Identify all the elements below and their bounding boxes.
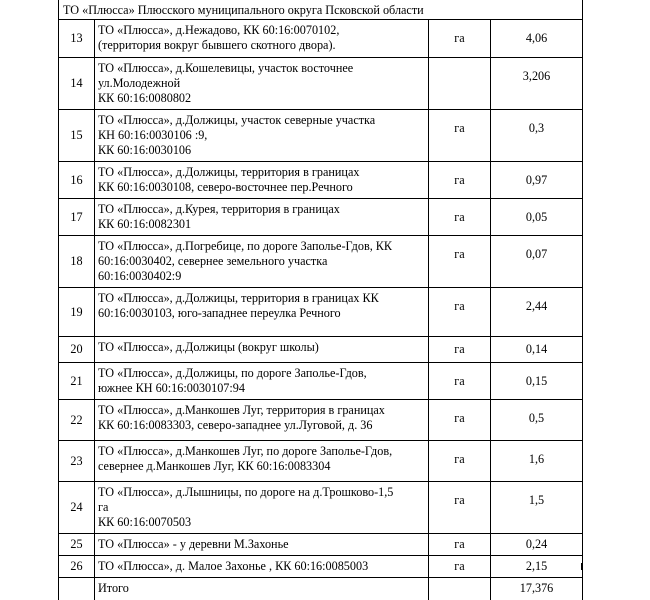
row-value: 0,97 — [491, 162, 583, 199]
row-unit: га — [429, 337, 491, 363]
total-num — [59, 578, 95, 600]
row-number: 21 — [59, 363, 95, 400]
row-description: ТО «Плюсса», д.Погребице, по дороге Заполье-Гдов, КК 60:16:0030402, севернее земельного участка 60:16:0030402:9 — [95, 236, 429, 288]
table-continuation — [58, 563, 582, 570]
table-row — [59, 400, 583, 441]
land-plots-table-wrap — [58, 0, 582, 600]
row-description: ТО «Плюсса», д.Должицы, участок северные участка КН 60:16:0030106 :9, КК 60:16:0030106 — [95, 110, 429, 162]
total-unit — [429, 578, 491, 600]
row-unit: га — [429, 110, 491, 162]
row-value: 1,5 — [491, 482, 583, 534]
table-row — [59, 199, 583, 236]
row-value: 2,15 — [491, 556, 583, 578]
row-value: 0,24 — [491, 534, 583, 556]
row-description: ТО «Плюсса», д.Должицы, по дороге Заполье-Гдов, южнее КН 60:16:0030107:94 — [95, 363, 429, 400]
row-unit: га — [429, 236, 491, 288]
table-row — [59, 162, 583, 199]
row-value: 1,6 — [491, 441, 583, 482]
section-header-row — [59, 0, 583, 20]
table-row — [59, 441, 583, 482]
row-value: 0,07 — [491, 236, 583, 288]
row-unit: га — [429, 363, 491, 400]
row-value: 4,06 — [491, 20, 583, 58]
table-row — [59, 110, 583, 162]
row-description: ТО «Плюсса», д.Лышницы, по дороге на д.Трошково-1,5 га КК 60:16:0070503 — [95, 482, 429, 534]
row-value: 0,05 — [491, 199, 583, 236]
row-description: ТО «Плюсса», д.Курея, территория в границах КК 60:16:0082301 — [95, 199, 429, 236]
row-number: 23 — [59, 441, 95, 482]
row-number: 25 — [59, 534, 95, 556]
row-description: ТО «Плюсса», д.Должицы, территория в границах КК 60:16:0030108, северо-восточнее пер.Речного — [95, 162, 429, 199]
table-row — [59, 363, 583, 400]
row-unit: га — [429, 288, 491, 337]
row-value: 0,14 — [491, 337, 583, 363]
row-unit: га — [429, 441, 491, 482]
row-description: ТО «Плюсса» - у деревни М.Захонье — [95, 534, 429, 556]
table-row — [59, 482, 583, 534]
row-unit: га — [429, 199, 491, 236]
row-description: ТО «Плюсса», д.Кошелевицы, участок восточнее ул.Молодежной КК 60:16:0080802 — [95, 58, 429, 110]
row-description: ТО «Плюсса», д. Малое Захонье , КК 60:16:0085003 — [95, 556, 429, 578]
table-row — [59, 58, 583, 110]
row-value: 0,5 — [491, 400, 583, 441]
table-row — [59, 534, 583, 556]
row-unit: га — [429, 400, 491, 441]
row-unit — [429, 58, 491, 110]
row-number: 19 — [59, 288, 95, 337]
row-description: ТО «Плюсса», д.Манкошев Луг, по дороге Заполье-Гдов, севернее д.Манкошев Луг, КК 60:16:0083304 — [95, 441, 429, 482]
land-plots-table — [58, 0, 583, 600]
row-description: ТО «Плюсса», д.Должицы (вокруг школы) — [95, 337, 429, 363]
row-unit: га — [429, 556, 491, 578]
section-header: ТО «Плюсса» Плюсского муниципального округа Псковской области — [59, 0, 583, 20]
row-number: 26 — [59, 556, 95, 578]
row-number: 17 — [59, 199, 95, 236]
row-value: 0,15 — [491, 363, 583, 400]
total-value: 17,376 — [491, 578, 583, 600]
row-value: 2,44 — [491, 288, 583, 337]
row-description: ТО «Плюсса», д.Манкошев Луг, территория в границах КК 60:16:0083303, северо-западнее ул.Луговой, д. 36 — [95, 400, 429, 441]
row-number: 13 — [59, 20, 95, 58]
row-number: 15 — [59, 110, 95, 162]
row-number: 24 — [59, 482, 95, 534]
row-number: 16 — [59, 162, 95, 199]
row-description: ТО «Плюсса», д.Нежадово, КК 60:16:0070102, (территория вокруг бывшего скотного двора). — [95, 20, 429, 58]
table-row — [59, 337, 583, 363]
total-row — [59, 578, 583, 600]
row-unit: га — [429, 162, 491, 199]
table-row — [59, 20, 583, 58]
row-value: 3,206 — [491, 58, 583, 110]
row-unit: га — [429, 534, 491, 556]
row-value: 0,3 — [491, 110, 583, 162]
row-unit: га — [429, 482, 491, 534]
table-row — [59, 236, 583, 288]
row-number: 22 — [59, 400, 95, 441]
row-unit: га — [429, 20, 491, 58]
total-label: Итого — [95, 578, 429, 600]
row-number: 18 — [59, 236, 95, 288]
table-row — [59, 288, 583, 337]
row-number: 20 — [59, 337, 95, 363]
row-description: ТО «Плюсса», д.Должицы, территория в границах КК 60:16:0030103, юго-западнее переулка Речного — [95, 288, 429, 337]
row-number: 14 — [59, 58, 95, 110]
